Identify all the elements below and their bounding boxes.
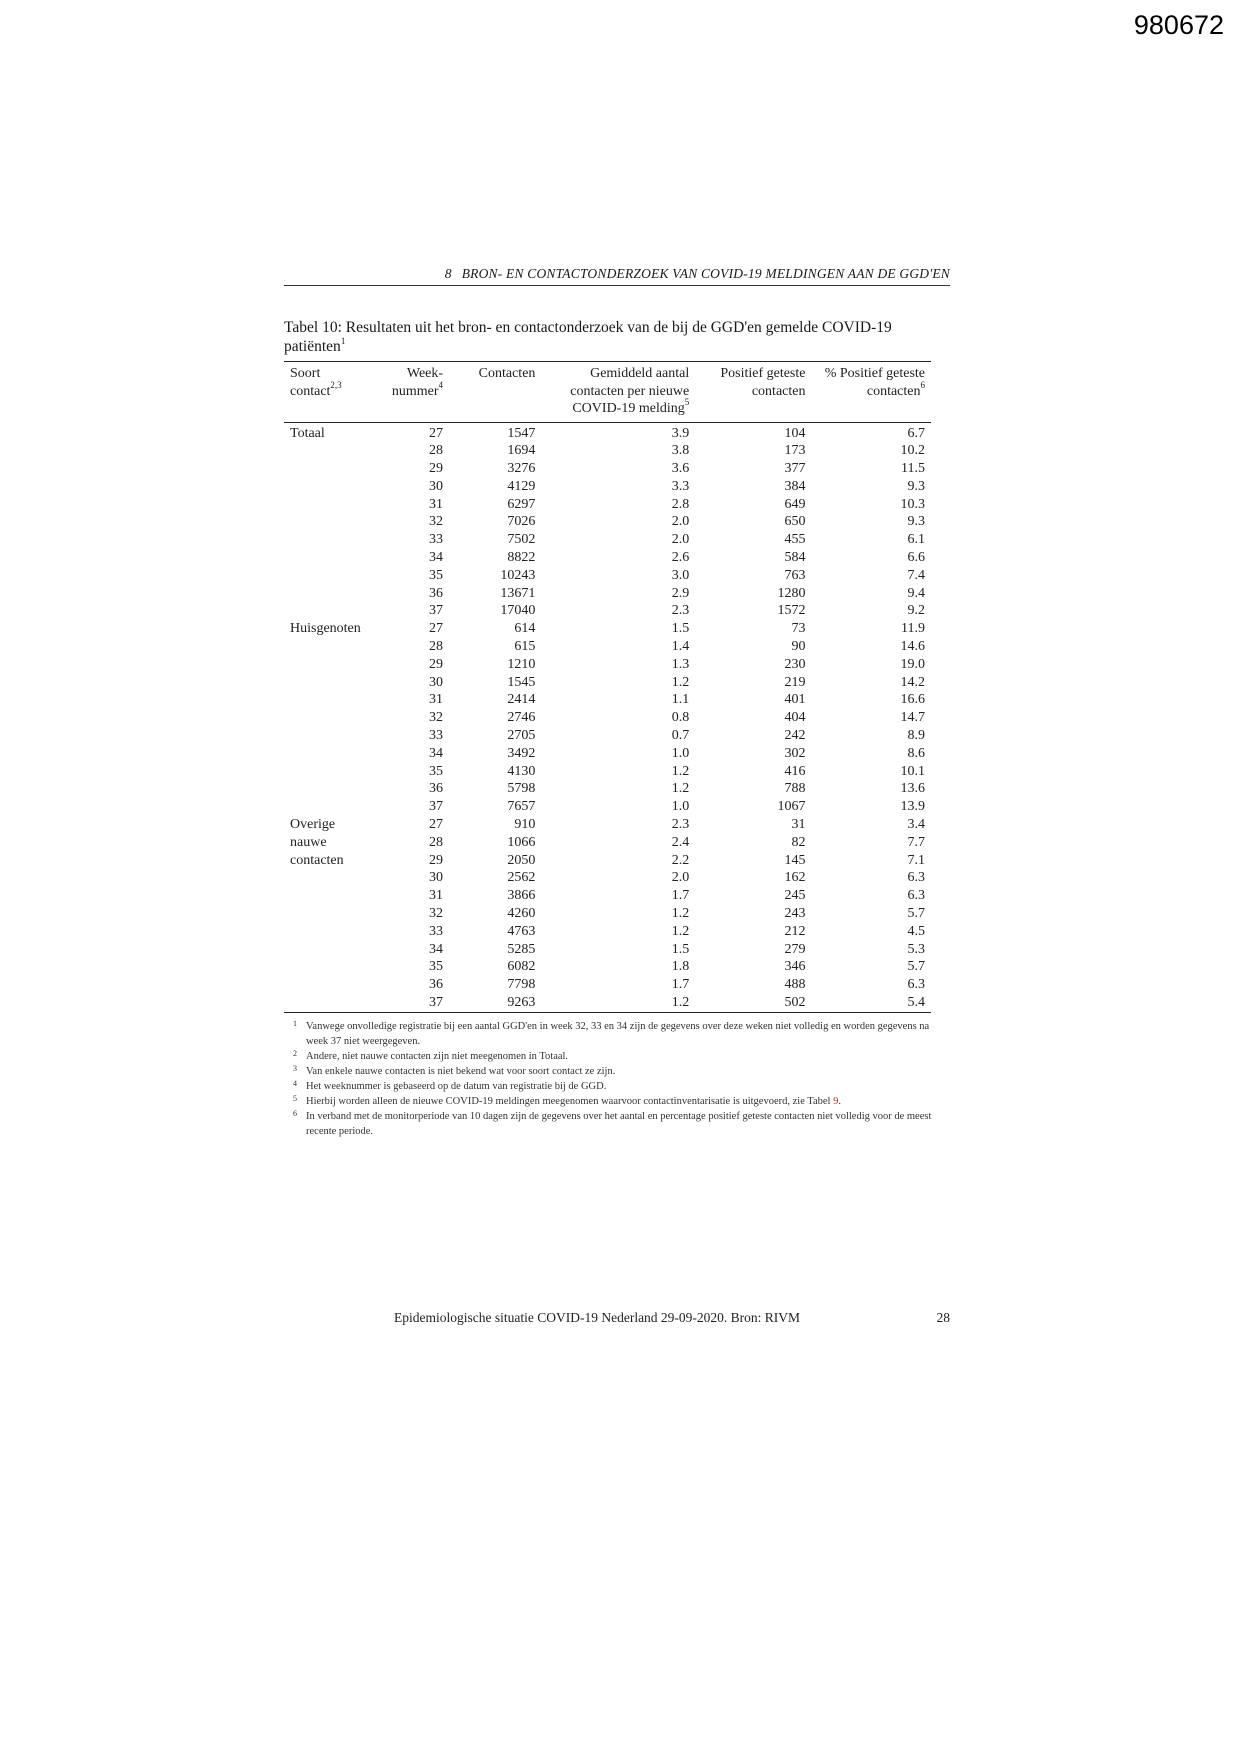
cell-percentage: 14.2	[900, 674, 925, 690]
cell-gemiddeld: 1.1	[671, 692, 690, 708]
cell-contacten: 4260	[507, 906, 536, 922]
cell-week: 35	[429, 959, 444, 975]
cell-gemiddeld: 2.0	[671, 870, 690, 886]
cell-positief: 145	[784, 852, 806, 868]
cell-percentage: 6.3	[907, 888, 925, 904]
cell-contacten: 7657	[507, 799, 536, 815]
cell-positief: 502	[784, 995, 806, 1010]
row-soort-contact	[284, 602, 377, 620]
cell-positief: 162	[784, 870, 806, 886]
row-soort-contact	[284, 442, 377, 460]
cell-positief: 73	[791, 621, 806, 637]
cell-contacten: 1066	[507, 834, 536, 850]
row-soort-contact	[284, 745, 377, 763]
cell-gemiddeld: 1.7	[671, 888, 690, 904]
cell-week: 27	[429, 425, 444, 441]
footnote-text: Vanwege onvolledige registratie bij een aantal GGD'en in week 32, 33 en 34 zijn de gegevens over deze weken niet volledig en worden gegevens na week 37 niet weergegeven.	[306, 1021, 930, 1047]
cell-positief: 104	[784, 425, 806, 441]
row-soort-contact	[284, 674, 377, 692]
cell-gemiddeld: 1.0	[671, 799, 690, 815]
cell-percentage: 13.6	[900, 781, 925, 797]
cell-gemiddeld: 2.6	[671, 550, 690, 566]
table-row	[284, 656, 931, 674]
header-weeknummer	[377, 362, 450, 423]
cell-contacten: 3492	[507, 745, 536, 761]
cell-positief: 31	[791, 817, 806, 833]
cell-gemiddeld: 1.2	[671, 995, 690, 1010]
footnote-text: In verband met de monitorperiode van 10 dagen zijn de gegevens over het aantal en percentage positief geteste contacten niet volledig voor de meest recente periode.	[306, 1111, 932, 1137]
cell-week: 36	[429, 977, 444, 993]
cell-positief: 212	[784, 923, 806, 939]
cell-percentage: 10.2	[900, 443, 925, 459]
row-soort-contact	[284, 585, 377, 603]
footnote-mark: 2	[293, 1049, 297, 1058]
cell-contacten: 2705	[507, 728, 536, 744]
table-header	[284, 362, 931, 423]
table-row	[284, 780, 931, 798]
row-soort-contact	[284, 941, 377, 959]
header-soort-contact	[284, 362, 377, 423]
header-week-sup: 4	[438, 379, 444, 390]
footnote-text: Andere, niet nauwe contacten zijn niet meegenomen in Totaal.	[306, 1051, 569, 1062]
table-row	[284, 763, 931, 781]
header-pos-line2: contacten	[751, 383, 806, 399]
cell-percentage: 16.6	[900, 692, 925, 708]
cell-gemiddeld: 0.8	[671, 710, 690, 726]
cell-gemiddeld: 1.2	[671, 763, 690, 779]
cell-percentage: 19.0	[900, 656, 925, 672]
cell-percentage: 6.3	[907, 977, 925, 993]
row-soort-contact	[284, 727, 377, 745]
cell-contacten: 7502	[507, 532, 536, 548]
cell-percentage: 9.3	[907, 514, 925, 530]
cell-gemiddeld: 2.9	[671, 585, 690, 601]
table-row	[284, 709, 931, 727]
cell-week: 30	[429, 870, 444, 886]
footnote	[293, 1079, 933, 1094]
row-soort-contact	[284, 905, 377, 923]
cell-week: 29	[429, 656, 444, 672]
cell-gemiddeld: 0.7	[671, 728, 690, 744]
cell-contacten: 7026	[507, 514, 536, 530]
cell-positief: 1572	[777, 603, 806, 619]
cell-percentage: 14.6	[900, 639, 925, 655]
header-contacten	[449, 362, 541, 423]
cell-gemiddeld: 2.8	[671, 496, 690, 512]
cell-positief: 242	[784, 728, 806, 744]
table-row	[284, 691, 931, 709]
row-soort-contact: Huisgenoten	[290, 621, 361, 637]
cell-contacten: 1545	[507, 674, 536, 690]
cell-percentage: 7.1	[907, 852, 925, 868]
cell-positief: 219	[784, 674, 806, 690]
header-soort-line2: contact	[290, 383, 331, 399]
cell-contacten: 1694	[507, 443, 536, 459]
cell-contacten: 4130	[507, 763, 536, 779]
results-table	[284, 361, 931, 1013]
footnote-mark: 3	[293, 1064, 297, 1073]
cell-percentage: 9.4	[907, 585, 925, 601]
cell-contacten: 910	[514, 817, 536, 833]
cell-week: 35	[429, 763, 444, 779]
header-percentage-positief	[811, 362, 931, 423]
cell-week: 33	[429, 923, 444, 939]
row-soort-contact	[284, 709, 377, 727]
cell-positief: 82	[791, 834, 806, 850]
cell-week: 28	[429, 834, 444, 850]
row-soort-contact: contacten	[290, 852, 344, 868]
cell-gemiddeld: 3.8	[671, 443, 690, 459]
header-row	[284, 362, 931, 423]
cell-gemiddeld: 3.0	[671, 567, 690, 583]
row-soort-contact	[284, 780, 377, 798]
cell-percentage: 7.7	[907, 834, 925, 850]
cell-percentage: 5.7	[907, 959, 925, 975]
row-soort-contact	[284, 496, 377, 514]
cell-positief: 245	[784, 888, 806, 904]
cell-week: 36	[429, 781, 444, 797]
cell-positief: 1067	[777, 799, 806, 815]
cell-contacten: 6082	[507, 959, 536, 975]
cell-contacten: 3276	[507, 461, 536, 477]
cell-gemiddeld: 1.2	[671, 781, 690, 797]
row-soort-contact	[284, 567, 377, 585]
cell-contacten: 13671	[500, 585, 536, 601]
cell-week: 35	[429, 567, 444, 583]
cell-contacten: 615	[514, 639, 536, 655]
row-soort-contact	[284, 549, 377, 567]
cell-gemiddeld: 1.0	[671, 745, 690, 761]
header-gem-line1: Gemiddeld aantal	[590, 366, 690, 381]
cell-week: 27	[429, 817, 444, 833]
row-soort-contact	[284, 923, 377, 941]
table-row	[284, 549, 931, 567]
cell-gemiddeld: 3.3	[671, 478, 690, 494]
cell-week: 29	[429, 852, 444, 868]
cell-gemiddeld: 1.5	[671, 621, 690, 637]
cell-gemiddeld: 1.4	[671, 639, 690, 655]
table-row	[284, 798, 931, 816]
header-pct-sup: 6	[920, 379, 925, 390]
table-row	[284, 727, 931, 745]
cell-contacten: 4129	[507, 478, 536, 494]
footnote-mark: 5	[293, 1094, 297, 1103]
header-week-line1: Week-	[406, 366, 444, 381]
cell-gemiddeld: 1.8	[671, 959, 690, 975]
header-contacten-label: Contacten	[478, 366, 536, 381]
cell-week: 34	[429, 941, 444, 957]
row-soort-contact	[284, 656, 377, 674]
cell-gemiddeld: 1.7	[671, 977, 690, 993]
cell-positief: 488	[784, 977, 806, 993]
cell-percentage: 4.5	[907, 923, 925, 939]
cell-gemiddeld: 3.6	[671, 461, 690, 477]
cell-contacten: 6297	[507, 496, 536, 512]
table-row	[284, 976, 931, 994]
cell-week: 30	[429, 674, 444, 690]
table-row	[284, 602, 931, 620]
cell-percentage: 3.4	[907, 817, 925, 833]
cell-gemiddeld: 2.0	[671, 514, 690, 530]
cell-gemiddeld: 2.4	[671, 834, 690, 850]
table-row	[284, 887, 931, 905]
cell-positief: 243	[784, 906, 806, 922]
cell-week: 32	[429, 514, 444, 530]
header-gem-line3: COVID-19 melding	[572, 401, 685, 416]
document-id-stamp: 980672	[1133, 10, 1224, 40]
table-row	[284, 869, 931, 887]
header-gem-sup: 5	[684, 397, 690, 408]
cell-positief: 377	[784, 461, 806, 477]
footnote-mark: 6	[293, 1109, 297, 1118]
cell-gemiddeld: 1.5	[671, 941, 690, 957]
cell-gemiddeld: 2.3	[671, 603, 690, 619]
cell-gemiddeld: 3.9	[671, 425, 690, 441]
table-row	[284, 745, 931, 763]
row-soort-contact	[284, 531, 377, 549]
cell-gemiddeld: 2.3	[671, 817, 690, 833]
row-soort-contact	[284, 887, 377, 905]
header-pct-line1: % Positief geteste	[824, 366, 925, 381]
table-row	[284, 941, 931, 959]
row-soort-contact	[284, 460, 377, 478]
table-reference-link[interactable]: 9	[833, 1096, 839, 1107]
table-row	[284, 923, 931, 941]
header-pct-line2: contacten	[866, 383, 921, 399]
section-number: 8	[444, 266, 452, 281]
cell-positief: 763	[784, 567, 806, 583]
cell-week: 31	[429, 888, 444, 904]
cell-positief: 384	[784, 478, 806, 494]
header-gem-line2: contacten per nieuwe	[570, 383, 690, 399]
table-body	[284, 422, 931, 1012]
cell-percentage: 5.7	[907, 906, 925, 922]
footnote-text-end: .	[838, 1096, 841, 1107]
cell-week: 29	[429, 461, 444, 477]
cell-gemiddeld: 1.2	[671, 674, 690, 690]
table-row	[284, 816, 931, 834]
cell-percentage: 14.7	[900, 710, 925, 726]
row-soort-contact	[284, 691, 377, 709]
table-row	[284, 834, 931, 852]
cell-contacten: 5285	[507, 941, 536, 957]
cell-contacten: 10243	[500, 567, 536, 583]
caption-footnote-mark: 1	[340, 335, 346, 346]
table-row	[284, 496, 931, 514]
cell-contacten: 2050	[507, 852, 536, 868]
cell-positief: 650	[784, 514, 806, 530]
header-gemiddeld-aantal	[541, 362, 695, 423]
cell-week: 34	[429, 550, 444, 566]
cell-week: 37	[429, 799, 444, 815]
cell-percentage: 9.3	[907, 478, 925, 494]
cell-contacten: 8822	[507, 550, 536, 566]
cell-percentage: 9.2	[907, 603, 925, 619]
cell-week: 28	[429, 639, 444, 655]
cell-percentage: 5.3	[907, 941, 925, 957]
footnote	[293, 1094, 933, 1109]
row-soort-contact: Totaal	[290, 425, 325, 441]
footnote-mark: 4	[293, 1079, 297, 1088]
cell-contacten: 2562	[507, 870, 536, 886]
row-soort-contact	[284, 638, 377, 656]
cell-contacten: 17040	[500, 603, 536, 619]
cell-percentage: 11.9	[901, 621, 925, 637]
cell-week: 27	[429, 621, 444, 637]
footnote	[293, 1064, 933, 1079]
table-row	[284, 638, 931, 656]
header-soort-line1: Soort	[290, 366, 321, 381]
cell-positief: 279	[784, 941, 806, 957]
cell-percentage: 6.3	[907, 870, 925, 886]
cell-positief: 173	[784, 443, 806, 459]
table-row	[284, 513, 931, 531]
cell-percentage: 6.7	[907, 425, 925, 441]
table-row	[284, 478, 931, 496]
cell-percentage: 6.1	[907, 532, 925, 548]
cell-percentage: 8.6	[907, 745, 925, 761]
cell-gemiddeld: 1.2	[671, 906, 690, 922]
footnote-text: Het weeknummer is gebaseerd op de datum van registratie bij de GGD.	[306, 1081, 607, 1092]
cell-week: 33	[429, 728, 444, 744]
cell-positief: 416	[784, 763, 806, 779]
row-soort-contact	[284, 958, 377, 976]
cell-contacten: 1547	[507, 425, 536, 441]
cell-week: 36	[429, 585, 444, 601]
cell-percentage: 6.6	[907, 550, 925, 566]
cell-contacten: 2746	[507, 710, 536, 726]
cell-week: 32	[429, 906, 444, 922]
caption-text: Tabel 10: Resultaten uit het bron- en contactonderzoek van de bij de GGD'en gemelde COVID-19 patiënten	[284, 319, 892, 355]
footnotes	[293, 1019, 933, 1139]
header-positief-geteste	[695, 362, 811, 423]
cell-positief: 584	[784, 550, 806, 566]
cell-positief: 455	[784, 532, 806, 548]
table-row	[284, 958, 931, 976]
cell-positief: 1280	[777, 585, 806, 601]
cell-contacten: 2414	[507, 692, 536, 708]
table-row	[284, 422, 931, 442]
cell-percentage: 7.4	[907, 567, 925, 583]
table-row	[284, 585, 931, 603]
cell-week: 31	[429, 496, 444, 512]
table-row	[284, 567, 931, 585]
table-row	[284, 674, 931, 692]
page-number: 28	[936, 1310, 950, 1325]
section-title: BRON- EN CONTACTONDERZOEK VAN COVID-19 MELDINGEN AAN DE GGD'EN	[461, 266, 950, 281]
cell-positief: 404	[784, 710, 806, 726]
cell-contacten: 1210	[507, 656, 536, 672]
footnote	[293, 1019, 933, 1049]
footer-source: Epidemiologische situatie COVID-19 Nederland 29-09-2020. Bron: RIVM	[394, 1310, 801, 1325]
row-soort-contact	[284, 513, 377, 531]
cell-percentage: 8.9	[907, 728, 925, 744]
row-soort-contact	[284, 798, 377, 816]
cell-gemiddeld: 1.3	[671, 656, 690, 672]
table-row	[284, 994, 931, 1012]
table-caption	[284, 318, 934, 356]
header-soort-sup: 2,3	[330, 379, 342, 390]
cell-percentage: 10.1	[900, 763, 925, 779]
cell-positief: 788	[784, 781, 806, 797]
header-week-line2: nummer	[391, 383, 439, 399]
cell-percentage: 5.4	[907, 995, 925, 1010]
cell-week: 32	[429, 710, 444, 726]
cell-positief: 401	[784, 692, 806, 708]
footnote-text: Van enkele nauwe contacten is niet bekend wat voor soort contact ze zijn.	[306, 1066, 616, 1077]
footnote-text: Hierbij worden alleen de nieuwe COVID-19 meldingen meegenomen waarvoor contactinventarisatie is uitgevoerd, zie Tabel	[306, 1096, 834, 1107]
cell-contacten: 4763	[507, 923, 536, 939]
table-row	[284, 460, 931, 478]
cell-week: 37	[429, 603, 444, 619]
cell-week: 30	[429, 478, 444, 494]
cell-positief: 649	[784, 496, 806, 512]
cell-percentage: 10.3	[900, 496, 925, 512]
row-soort-contact: nauwe	[290, 834, 327, 850]
header-pos-line1: Positief geteste	[720, 366, 806, 381]
cell-percentage: 13.9	[900, 799, 925, 815]
cell-positief: 302	[784, 745, 806, 761]
cell-positief: 230	[784, 656, 806, 672]
footnote	[293, 1109, 933, 1139]
running-header	[284, 266, 950, 286]
cell-positief: 346	[784, 959, 806, 975]
table-row	[284, 852, 931, 870]
table-row	[284, 442, 931, 460]
cell-contacten: 7798	[507, 977, 536, 993]
row-soort-contact	[284, 976, 377, 994]
row-soort-contact: Overige	[290, 817, 336, 833]
cell-contacten: 9263	[507, 995, 536, 1010]
cell-week: 33	[429, 532, 444, 548]
table-row	[284, 531, 931, 549]
cell-week: 37	[429, 995, 444, 1010]
cell-positief: 90	[791, 639, 806, 655]
cell-percentage: 11.5	[901, 461, 925, 477]
table-row	[284, 905, 931, 923]
row-soort-contact	[284, 869, 377, 887]
row-soort-contact	[284, 994, 377, 1012]
cell-contacten: 5798	[507, 781, 536, 797]
row-soort-contact	[284, 478, 377, 496]
row-soort-contact	[284, 763, 377, 781]
cell-contacten: 3866	[507, 888, 536, 904]
footnote	[293, 1049, 933, 1064]
cell-gemiddeld: 2.2	[671, 852, 690, 868]
cell-week: 31	[429, 692, 444, 708]
table-row	[284, 620, 931, 638]
footnote-mark: 1	[293, 1019, 297, 1028]
cell-contacten: 614	[514, 621, 536, 637]
cell-week: 34	[429, 745, 444, 761]
cell-gemiddeld: 2.0	[671, 532, 690, 548]
cell-gemiddeld: 1.2	[671, 923, 690, 939]
cell-week: 28	[429, 443, 444, 459]
